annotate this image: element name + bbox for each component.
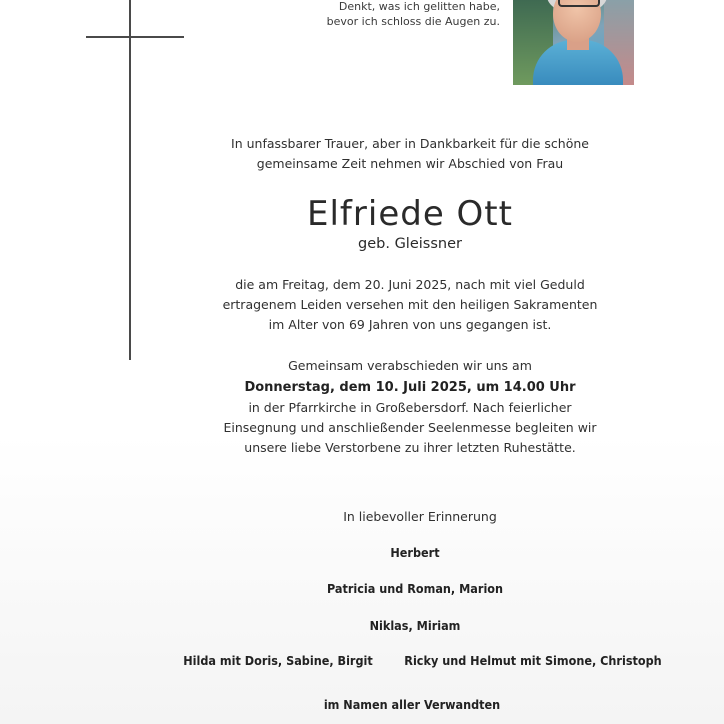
- funeral-line: Einsegnung und anschließender Seelenmesse begleiten wir: [223, 420, 597, 435]
- portrait-photo: [513, 0, 634, 85]
- mourner-siblings-left: Hilda mit Doris, Sabine, Birgit: [183, 653, 373, 668]
- maiden-name: geb. Gleissner: [358, 236, 462, 252]
- mourner-children: Patricia und Roman, Marion: [326, 581, 504, 596]
- intro-line: gemeinsame Zeit nehmen wir Abschied von Frau: [256, 156, 564, 171]
- death-notice: [170, 275, 650, 335]
- cross-icon-bar: [86, 36, 184, 38]
- glasses-detail: [558, 0, 600, 7]
- mourners-closing: im Namen aller Verwandten: [323, 697, 501, 712]
- memorial-quote: [200, 0, 500, 29]
- quote-line: Denkt, was ich gelitten habe,: [338, 0, 500, 13]
- quote-line: bevor ich schloss die Augen zu.: [326, 15, 500, 28]
- funeral-intro: Gemeinsam verabschieden wir uns am: [288, 358, 532, 373]
- mourner-husband: Herbert: [390, 545, 440, 560]
- funeral-line: in der Pfarrkirche in Großebersdorf. Nach feierlicher: [248, 400, 572, 415]
- funeral-date: Donnerstag, dem 10. Juli 2025, um 14.00 Uhr: [244, 380, 576, 395]
- intro-line: In unfassbarer Trauer, aber in Dankbarkeit für die schöne: [231, 136, 589, 151]
- intro-text: [170, 134, 650, 174]
- death-notice-line: im Alter von 69 Jahren von uns gegangen ist.: [268, 317, 552, 332]
- death-notice-line: die am Freitag, dem 20. Juni 2025, nach mit viel Geduld: [235, 277, 585, 292]
- mourner-siblings-right: Ricky und Helmut mit Simone, Christoph: [404, 653, 662, 668]
- mourners-intro: In liebevoller Erinnerung: [343, 509, 497, 524]
- mourner-grandchildren: Niklas, Miriam: [369, 618, 461, 633]
- funeral-line: unsere liebe Verstorbene zu ihrer letzten Ruhestätte.: [244, 440, 576, 455]
- funeral-details: [170, 398, 650, 458]
- death-notice-line: ertragenem Leiden versehen mit den heiligen Sakramenten: [222, 297, 598, 312]
- deceased-name: Elfriede Ott: [307, 194, 513, 234]
- cross-icon: [129, 0, 131, 360]
